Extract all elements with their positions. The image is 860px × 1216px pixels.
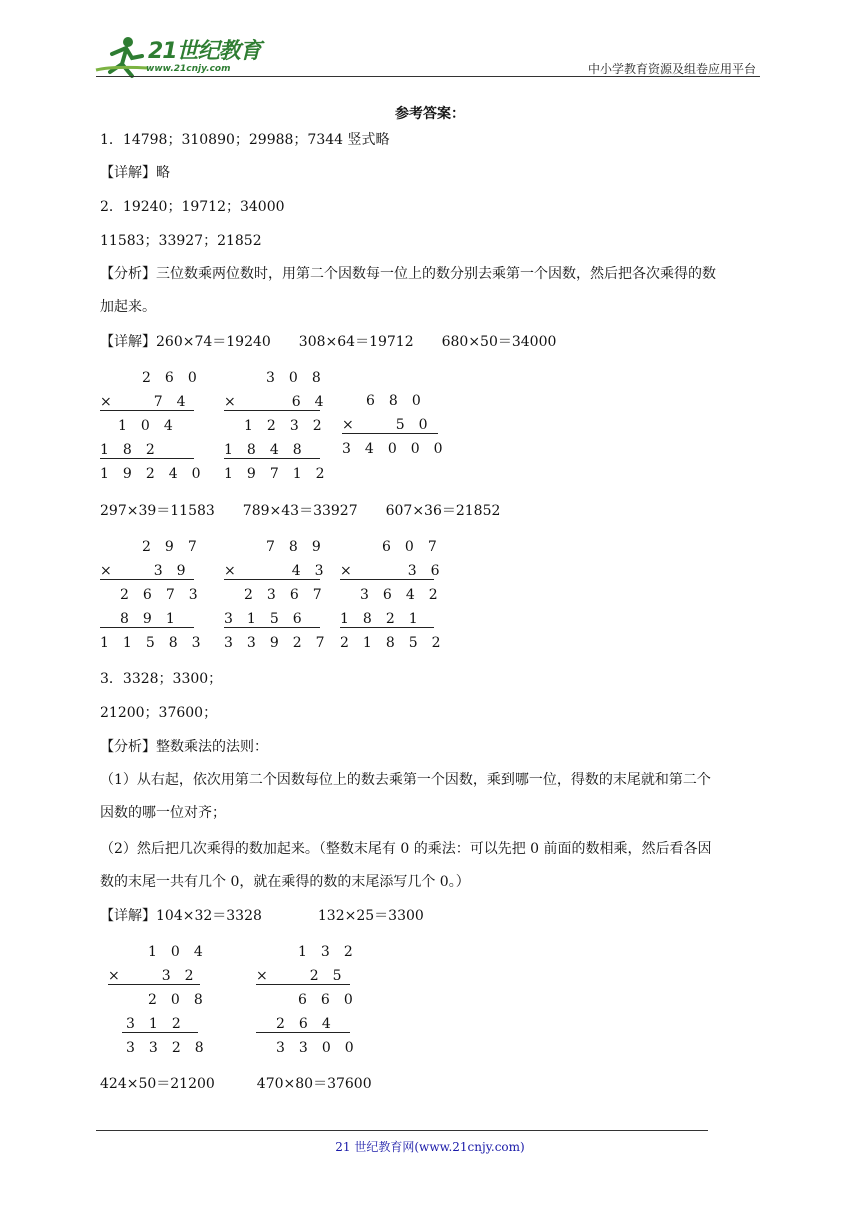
vc-row: 2 6 7 3 — [120, 587, 198, 603]
vc-row: × 6 4 — [224, 394, 324, 410]
vc-row: 6 6 0 — [298, 992, 353, 1008]
vc-line — [256, 984, 350, 985]
vc-row: × 7 4 — [100, 394, 186, 410]
answer-line-2: 【详解】略 — [100, 165, 170, 181]
vc-line — [224, 627, 320, 628]
answer-line-13: 因数的哪一位对齐； — [100, 805, 226, 821]
vc-line — [224, 410, 320, 411]
vc-line — [100, 410, 194, 411]
vc-row: 6 0 7 — [382, 539, 437, 555]
vc-row: 2 1 8 5 2 — [340, 635, 441, 651]
vc-row: 8 9 1 — [120, 611, 175, 627]
answer-line-8: 297×39＝11583 789×43＝33927 607×36＝21852 — [100, 503, 501, 519]
vc-row: × 3 6 — [340, 563, 440, 579]
vc-row: 1 8 2 — [100, 442, 155, 458]
vc-row: 1 2 3 2 — [244, 418, 322, 434]
vc-row: 2 3 6 7 — [244, 587, 322, 603]
vc-row: 1 8 4 8 — [224, 442, 302, 458]
answer-line-9: 3．3328；3300； — [100, 671, 223, 687]
answer-line-17: 424×50＝21200 470×80＝37600 — [100, 1076, 372, 1092]
vc-row: 2 9 7 — [142, 539, 197, 555]
vc-line — [342, 433, 438, 434]
vc-line — [340, 627, 434, 628]
answer-line-7: 【详解】260×74＝19240 308×64＝19712 680×50＝34000 — [100, 334, 557, 350]
vc-row: 3 6 4 2 — [360, 587, 438, 603]
answer-line-12: （1）从右起，依次用第二个因数每位上的数去乘第一个因数，乘到哪一位，得数的末尾就和第二个 — [100, 772, 711, 788]
header-platform-text: 中小学教育资源及组卷应用平台 — [587, 62, 756, 76]
answer-line-1: 1．14798；310890；29988；7344 竖式略 — [100, 132, 390, 148]
vc-line — [100, 579, 194, 580]
vc-row: × 5 0 — [342, 417, 428, 433]
vc-row: 2 6 0 — [142, 370, 197, 386]
vc-row: 1 0 4 — [118, 418, 173, 434]
answer-line-15: 数的末尾一共有几个 0，就在乘得的数的末尾添写几个 0。） — [100, 874, 470, 890]
vc-row: × 2 5 — [256, 968, 342, 984]
header-divider — [96, 76, 760, 77]
vc-line — [122, 1032, 198, 1033]
footer-text: 21 世纪教育网(www.21cnjy.com) — [335, 1140, 525, 1154]
vc-row: 2 0 8 — [148, 992, 203, 1008]
vc-row: 3 1 5 6 — [224, 611, 302, 627]
page-title: 参考答案： — [395, 106, 465, 122]
logo-url: www.21cnjy.com — [146, 64, 231, 74]
answer-line-5: 【分析】三位数乘两位数时，用第二个因数每一位上的数分别去乘第一个因数，然后把各次乘得的数 — [100, 266, 716, 282]
vc-row: 3 1 2 — [126, 1016, 181, 1032]
runner-logo-icon — [92, 32, 152, 80]
logo-text: 21世纪教育 — [148, 39, 261, 64]
vc-row: 6 8 0 — [366, 393, 421, 409]
answer-line-11: 【分析】整数乘法的法则： — [100, 739, 268, 755]
vc-row: × 3 2 — [108, 968, 194, 984]
answer-line-14: （2）然后把几次乘得的数加起来。（整数末尾有 0 的乘法：可以先把 0 前面的数相乘，然后看各因 — [100, 841, 712, 857]
vc-line — [100, 627, 194, 628]
answer-line-4: 11583；33927；21852 — [100, 233, 262, 249]
vc-line — [340, 579, 434, 580]
vc-row: × 4 3 — [224, 563, 324, 579]
vc-row: 7 8 9 — [266, 539, 321, 555]
vc-line — [256, 1032, 350, 1033]
vc-row: 1 8 2 1 — [340, 611, 418, 627]
vc-row: 1 9 7 1 2 — [224, 466, 325, 482]
answer-line-6: 加起来。 — [100, 299, 156, 315]
vc-row: 3 3 2 8 — [126, 1040, 204, 1056]
footer-divider — [96, 1130, 708, 1131]
vc-row: 1 1 5 8 3 — [100, 635, 201, 651]
vc-line — [224, 458, 320, 459]
vc-line — [224, 579, 320, 580]
vc-row: 1 0 4 — [148, 944, 203, 960]
vc-row: 3 3 0 0 — [276, 1040, 354, 1056]
vc-row: × 3 9 — [100, 563, 186, 579]
answer-line-16: 【详解】104×32＝3328 132×25＝3300 — [100, 908, 424, 924]
answer-line-3: 2．19240；19712；34000 — [100, 199, 285, 215]
answer-line-10: 21200；37600； — [100, 705, 218, 721]
vc-line — [108, 984, 200, 985]
vc-row: 3 3 9 2 7 — [224, 635, 325, 651]
vc-row: 1 3 2 — [298, 944, 353, 960]
vc-line — [100, 458, 194, 459]
vc-row: 3 0 8 — [266, 370, 321, 386]
vc-row: 3 4 0 0 0 — [342, 441, 443, 457]
vc-row: 2 6 4 — [276, 1016, 331, 1032]
vc-row: 1 9 2 4 0 — [100, 466, 201, 482]
